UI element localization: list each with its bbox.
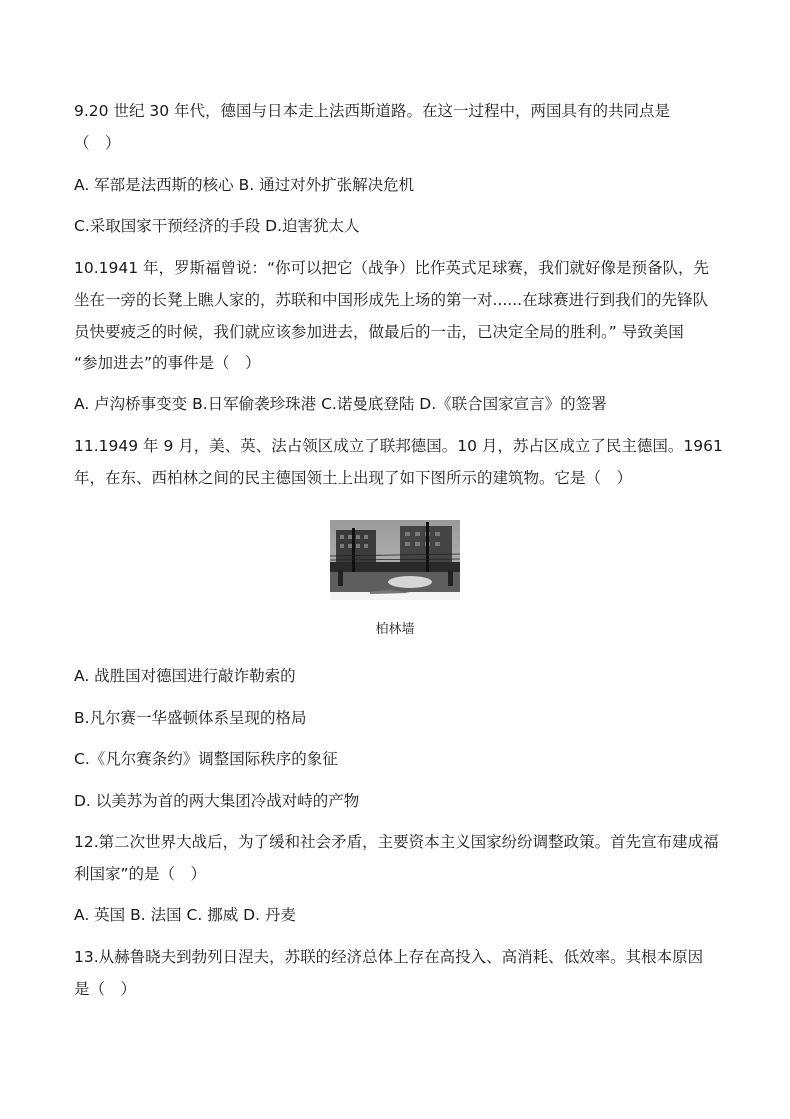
- q9-options-line-2: C.采取国家干预经济的手段 D.迫害犹太人: [74, 217, 360, 235]
- q10-stem-line-4: “参加进去”的事件是（ ）: [74, 354, 261, 372]
- q10-stem-line-3: 员快要疲乏的时候，我们就应该参加进去，做最后的一击，已决定全局的胜利。” 导致美国: [74, 323, 684, 341]
- q12-stem-line-2: 利国家”的是（ ）: [74, 865, 207, 883]
- q10-stem-line-1: 10.1941 年，罗斯福曾说：“你可以把它（战争）比作英式足球赛，我们就好像是预备队，先: [74, 259, 710, 277]
- q10-stem-line-2: 坐在一旁的长凳上瞧人家的，苏联和中国形成先上场的第一对......在球赛进行到我们的先锋队: [74, 291, 709, 309]
- q11-stem-line-2: 年，在东、西柏林之间的民主德国领土上出现了如下图所示的建筑物。它是（ ）: [74, 469, 633, 487]
- q11-option-c: C.《凡尔赛条约》调整国际秩序的象征: [74, 750, 338, 768]
- q12-options-line-1: A. 英国 B. 法国 C. 挪威 D. 丹麦: [74, 906, 296, 924]
- q11-option-b: B.凡尔赛一华盛顿体系呈现的格局: [74, 709, 307, 727]
- q9-options-line-1: A. 军部是法西斯的核心 B. 通过对外扩张解决危机: [74, 176, 415, 194]
- q11-option-d: D. 以美苏为首的两大集团冷战对峙的产物: [74, 792, 360, 810]
- q10-options-line-1: A. 卢沟桥事变变 B.日军偷袭珍珠港 C.诺曼底登陆 D.《联合国家宣言》的签署: [74, 395, 607, 413]
- q13-stem-line-2: 是（ ）: [74, 980, 137, 998]
- q11-stem-line-1: 11.1949 年 9 月，美、英、法占领区成立了联邦德国。10 月，苏占区成立了民主德国。1961: [74, 437, 723, 455]
- q9-stem-line-1: 9.20 世纪 30 年代，德国与日本走上法西斯道路。在这一过程中，两国具有的共同点是: [74, 102, 671, 120]
- q13-stem-line-1: 13.从赫鲁晓夫到勃列日涅夫，苏联的经济总体上存在高投入、高消耗、低效率。其根本原因: [74, 948, 704, 966]
- berlin-wall-photo: [330, 520, 460, 600]
- q11-option-a: A. 战胜国对德国进行敲诈勒索的: [74, 667, 296, 685]
- q12-stem-line-1: 12.第二次世界大战后，为了缓和社会矛盾，主要资本主义国家纷纷调整政策。首先宣布建成福: [74, 833, 719, 851]
- q9-stem-line-2: （ ）: [74, 134, 121, 152]
- figure-caption: 柏林墙: [375, 622, 415, 637]
